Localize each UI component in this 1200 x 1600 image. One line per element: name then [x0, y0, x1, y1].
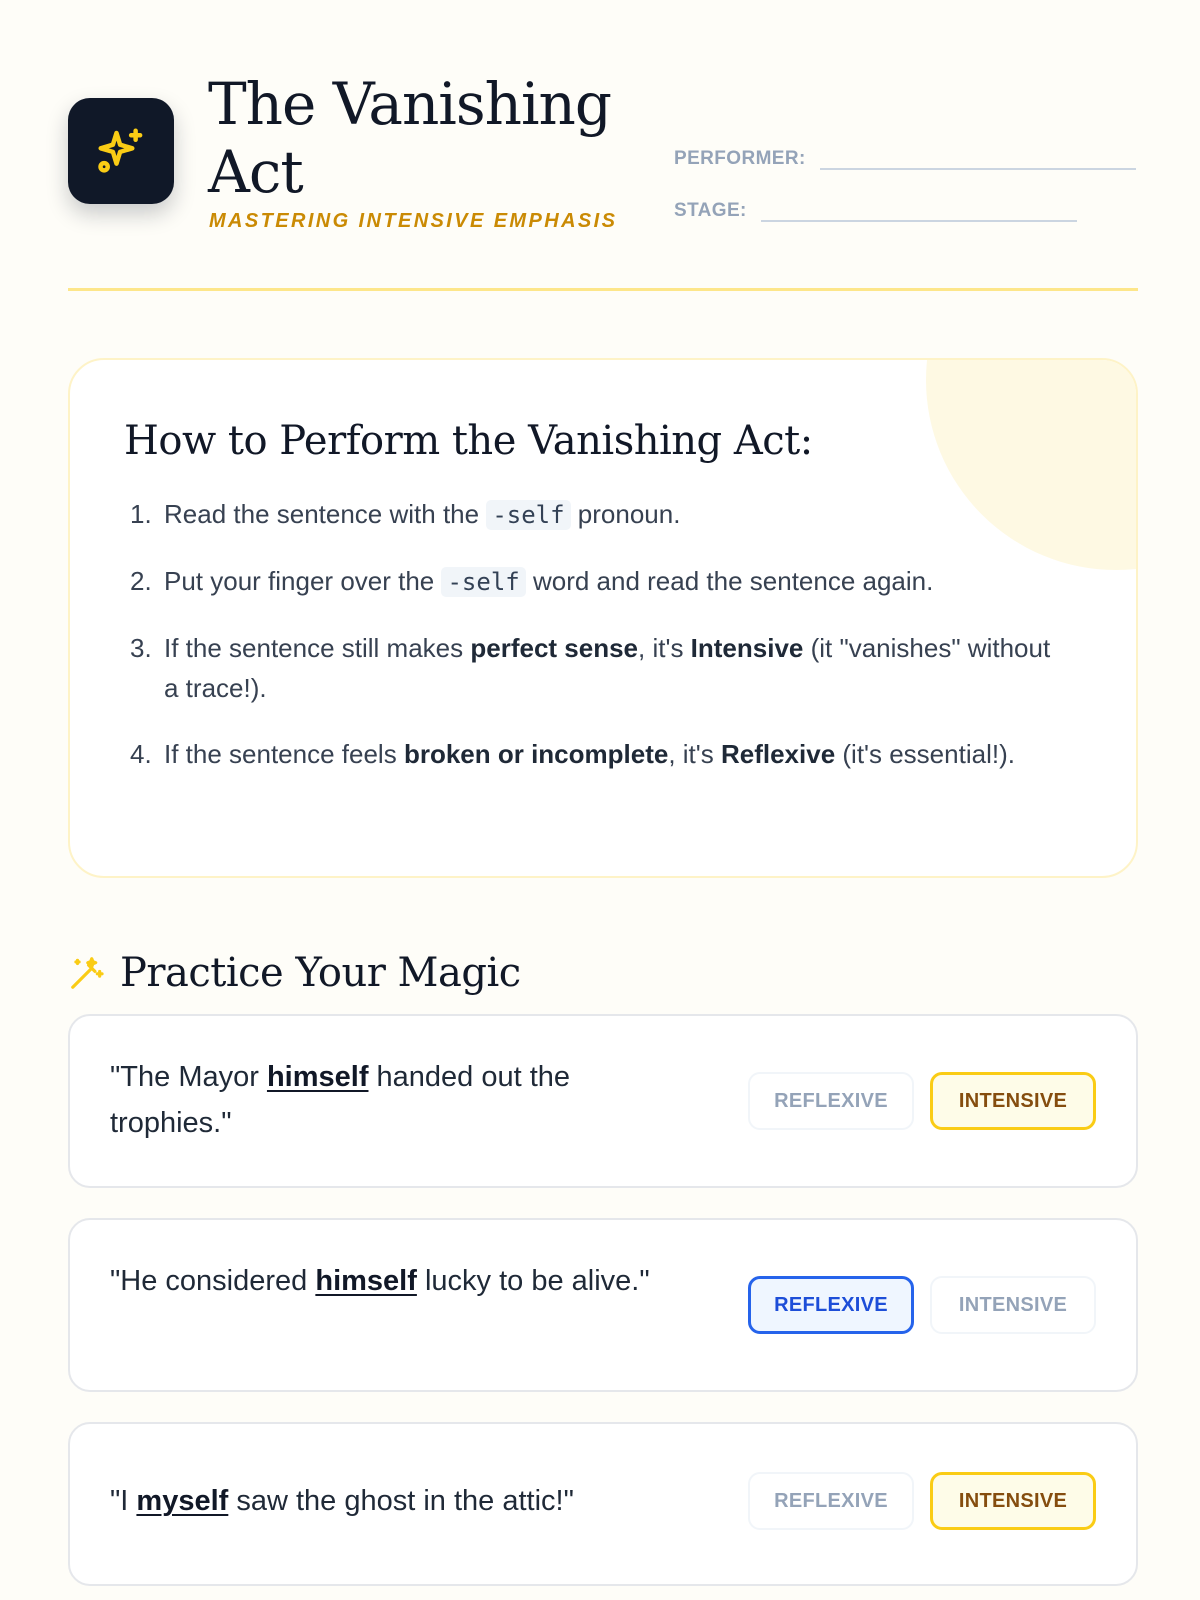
sentence-part: "He considered: [110, 1265, 316, 1297]
question-text: [110, 1054, 670, 1146]
step-text: (it's essential!).: [835, 739, 1015, 769]
step-code: -self: [441, 567, 525, 597]
page-title: The Vanishing Act: [208, 70, 611, 206]
step-text: pronoun.: [570, 499, 681, 529]
target-pronoun: himself: [266, 1061, 369, 1093]
reflexive-button[interactable]: REFLEXIVE: [748, 1472, 914, 1530]
performer-field: [674, 140, 1136, 170]
instructions-title: How to Perform the Vanishing Act:: [124, 418, 813, 464]
sentence-part: "I: [110, 1485, 137, 1517]
instructions-card: [68, 358, 1138, 878]
question-card: [68, 1422, 1138, 1586]
logo-badge: [68, 98, 174, 204]
step-emphasis: perfect sense: [470, 633, 639, 663]
instruction-step: [130, 734, 1070, 774]
page-subtitle: MASTERING INTENSIVE EMPHASIS: [209, 210, 618, 232]
magic-wand-icon: [68, 954, 106, 992]
target-pronoun: myself: [136, 1485, 229, 1517]
question-text: [110, 1258, 670, 1304]
practice-heading: [68, 946, 521, 1000]
intensive-button[interactable]: INTENSIVE: [930, 1072, 1096, 1130]
instructions-list: [130, 494, 1070, 800]
intensive-button[interactable]: INTENSIVE: [930, 1472, 1096, 1530]
step-text: , it's: [638, 633, 691, 663]
performer-label: PERFORMER:: [674, 148, 806, 169]
instruction-step: [130, 628, 1070, 708]
intensive-button[interactable]: INTENSIVE: [930, 1276, 1096, 1334]
question-text: [110, 1478, 730, 1524]
step-text: , it's: [668, 739, 721, 769]
stage-label: STAGE:: [674, 200, 747, 221]
reflexive-button[interactable]: REFLEXIVE: [748, 1072, 914, 1130]
step-emphasis: Reflexive: [720, 739, 836, 769]
reflexive-button[interactable]: REFLEXIVE: [748, 1276, 914, 1334]
step-text: Read the sentence with the: [164, 499, 487, 529]
step-text: word and read the sentence again.: [525, 566, 934, 596]
step-number: 4.: [130, 739, 152, 769]
instruction-step: [130, 561, 1070, 602]
sentence-part: handed out the trophies.": [110, 1061, 571, 1139]
sentence-part: lucky to be alive.": [416, 1265, 650, 1297]
sparkles-icon: [94, 124, 148, 178]
sentence-part: saw the ghost in the attic!": [228, 1485, 574, 1517]
step-number: 2.: [130, 566, 152, 596]
question-card: [68, 1014, 1138, 1188]
target-pronoun: himself: [315, 1265, 417, 1297]
step-text: If the sentence still makes: [164, 633, 471, 663]
step-text: Put your finger over the: [164, 566, 442, 596]
step-emphasis: Intensive: [690, 633, 804, 663]
question-card: [68, 1218, 1138, 1392]
step-number: 3.: [130, 633, 152, 663]
stage-field: [674, 192, 1077, 222]
stage-input-line[interactable]: [761, 200, 1077, 222]
step-emphasis: broken or incomplete: [403, 739, 669, 769]
step-text: (it "vanishes" without a trace!).: [164, 633, 1051, 703]
step-number: 1.: [130, 499, 152, 529]
header-divider: [68, 288, 1138, 291]
instruction-step: [130, 494, 1070, 535]
practice-title: Practice Your Magic: [120, 950, 521, 996]
step-code: -self: [486, 500, 570, 530]
performer-input-line[interactable]: [820, 148, 1136, 170]
sentence-part: "The Mayor: [110, 1061, 267, 1093]
step-text: If the sentence feels: [164, 739, 404, 769]
header: [68, 66, 1138, 292]
